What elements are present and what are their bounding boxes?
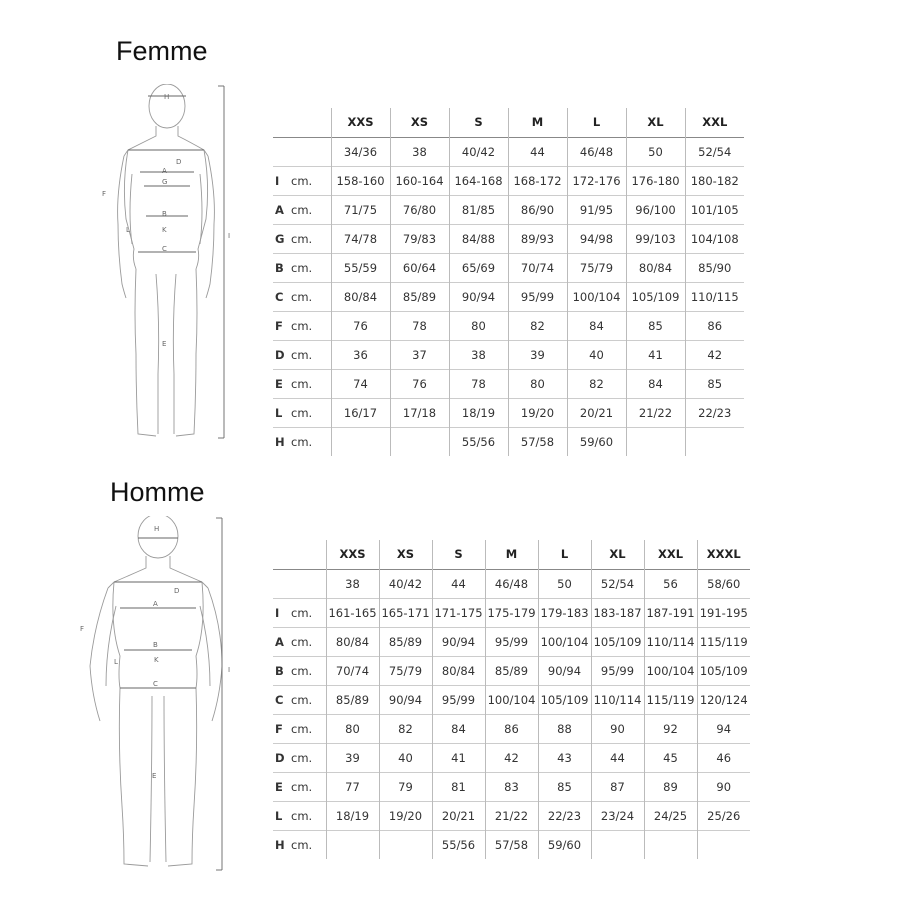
table-cell: 81/85	[449, 195, 508, 224]
table-cell: 21/22	[626, 398, 685, 427]
table-cell: 76	[390, 369, 449, 398]
table-cell: 110/114	[591, 685, 644, 714]
table-cell: 179-183	[538, 598, 591, 627]
table-cell: 84	[567, 311, 626, 340]
table-cell: 85/89	[390, 282, 449, 311]
table-cell: 90/94	[432, 627, 485, 656]
table-cell: 105/109	[626, 282, 685, 311]
table-cell: 83	[485, 772, 538, 801]
table-cell: 95/99	[508, 282, 567, 311]
femme-figure-label-d: D	[176, 158, 182, 166]
table-cell: 55/56	[449, 427, 508, 456]
table-cell: 105/109	[591, 627, 644, 656]
femme-row-c	[273, 282, 744, 311]
table-cell: 86/90	[508, 195, 567, 224]
row-label: L	[273, 398, 291, 427]
table-cell: 92	[644, 714, 697, 743]
femme-size-header: XXS	[331, 108, 390, 137]
table-cell: 40	[379, 743, 432, 772]
table-cell: 120/124	[697, 685, 750, 714]
homme-size-header: S	[432, 540, 485, 569]
femme-row-g	[273, 224, 744, 253]
table-cell: 90	[591, 714, 644, 743]
homme-row-i	[273, 598, 750, 627]
femme-figure-label-g: G	[162, 178, 168, 186]
row-unit: cm.	[291, 714, 326, 743]
table-cell: 38	[449, 340, 508, 369]
row-unit: cm.	[291, 398, 331, 427]
femme-size-header: M	[508, 108, 567, 137]
femme-eu-size: 38	[390, 137, 449, 166]
table-cell: 90/94	[379, 685, 432, 714]
table-cell: 85	[685, 369, 744, 398]
table-cell	[685, 427, 744, 456]
homme-eu-size: 38	[326, 569, 379, 598]
table-cell: 79	[379, 772, 432, 801]
table-cell	[326, 830, 379, 859]
table-cell: 59/60	[567, 427, 626, 456]
table-cell: 71/75	[331, 195, 390, 224]
table-cell: 161-165	[326, 598, 379, 627]
row-label: D	[273, 340, 291, 369]
table-cell: 172-176	[567, 166, 626, 195]
row-label: A	[273, 627, 291, 656]
femme-row-b	[273, 253, 744, 282]
femme-size-header: XXL	[685, 108, 744, 137]
femme-row-a	[273, 195, 744, 224]
table-cell: 70/74	[508, 253, 567, 282]
row-label: H	[273, 427, 291, 456]
table-cell: 164-168	[449, 166, 508, 195]
table-cell	[331, 427, 390, 456]
table-cell: 84	[432, 714, 485, 743]
femme-eu-size: 50	[626, 137, 685, 166]
table-cell	[379, 830, 432, 859]
table-cell: 42	[485, 743, 538, 772]
row-label: D	[273, 743, 291, 772]
table-cell: 39	[508, 340, 567, 369]
row-label: E	[273, 772, 291, 801]
table-cell: 110/114	[644, 627, 697, 656]
table-cell: 80	[508, 369, 567, 398]
homme-figure-label-c: C	[153, 680, 158, 688]
homme-row-d	[273, 743, 750, 772]
table-cell: 90/94	[449, 282, 508, 311]
table-cell: 65/69	[449, 253, 508, 282]
table-cell: 87	[591, 772, 644, 801]
table-cell: 41	[432, 743, 485, 772]
homme-row-b	[273, 656, 750, 685]
row-unit: cm.	[291, 830, 326, 859]
table-cell: 101/105	[685, 195, 744, 224]
table-cell: 110/115	[685, 282, 744, 311]
femme-size-header: XS	[390, 108, 449, 137]
table-cell: 115/119	[644, 685, 697, 714]
row-unit: cm.	[291, 656, 326, 685]
homme-figure-label-e: E	[152, 772, 157, 780]
femme-figure-label-h: H	[164, 93, 170, 101]
table-cell: 75/79	[567, 253, 626, 282]
table-cell: 44	[591, 743, 644, 772]
table-cell: 89/93	[508, 224, 567, 253]
femme-figure-label-f: F	[102, 190, 107, 198]
homme-eu-size: 52/54	[591, 569, 644, 598]
row-label: G	[273, 224, 291, 253]
table-cell: 60/64	[390, 253, 449, 282]
homme-figure-label-h: H	[154, 525, 160, 533]
table-cell: 191-195	[697, 598, 750, 627]
row-unit: cm.	[291, 685, 326, 714]
table-cell: 100/104	[567, 282, 626, 311]
table-cell	[390, 427, 449, 456]
homme-eu-size: 58/60	[697, 569, 750, 598]
femme-eu-size-row	[273, 137, 744, 166]
table-cell: 74	[331, 369, 390, 398]
homme-row-l	[273, 801, 750, 830]
homme-body-outline	[76, 516, 236, 876]
femme-eu-size: 44	[508, 137, 567, 166]
table-cell: 78	[449, 369, 508, 398]
table-cell: 100/104	[538, 627, 591, 656]
homme-size-header: XXS	[326, 540, 379, 569]
row-label: F	[273, 714, 291, 743]
femme-figure-label-b: B	[162, 210, 167, 218]
table-cell: 95/99	[485, 627, 538, 656]
table-cell: 25/26	[697, 801, 750, 830]
table-cell: 180-182	[685, 166, 744, 195]
homme-row-e	[273, 772, 750, 801]
femme-size-header: XL	[626, 108, 685, 137]
table-cell: 22/23	[685, 398, 744, 427]
table-cell: 79/83	[390, 224, 449, 253]
table-cell: 74/78	[331, 224, 390, 253]
femme-figure-label-c: C	[162, 245, 167, 253]
femme-figure-label-k: K	[162, 226, 167, 234]
homme-size-header: XXXL	[697, 540, 750, 569]
table-cell: 57/58	[508, 427, 567, 456]
table-cell: 42	[685, 340, 744, 369]
table-cell: 99/103	[626, 224, 685, 253]
table-cell: 105/109	[538, 685, 591, 714]
table-cell: 85/89	[379, 627, 432, 656]
homme-row-h	[273, 830, 750, 859]
table-cell: 43	[538, 743, 591, 772]
table-cell: 19/20	[379, 801, 432, 830]
homme-figure-label-i: I	[228, 666, 231, 674]
homme-eu-size: 40/42	[379, 569, 432, 598]
row-unit: cm.	[291, 598, 326, 627]
row-label: B	[273, 656, 291, 685]
row-unit: cm.	[291, 195, 331, 224]
femme-eu-size: 46/48	[567, 137, 626, 166]
table-cell: 90	[697, 772, 750, 801]
homme-size-table	[273, 540, 750, 859]
homme-row-a	[273, 627, 750, 656]
row-unit: cm.	[291, 369, 331, 398]
table-cell: 183-187	[591, 598, 644, 627]
femme-size-header-row	[273, 108, 744, 137]
table-cell: 57/58	[485, 830, 538, 859]
table-cell: 78	[390, 311, 449, 340]
table-cell: 16/17	[331, 398, 390, 427]
table-cell: 82	[379, 714, 432, 743]
table-cell: 55/56	[432, 830, 485, 859]
row-unit: cm.	[291, 166, 331, 195]
table-cell: 94	[697, 714, 750, 743]
row-label: I	[273, 166, 291, 195]
table-cell: 75/79	[379, 656, 432, 685]
table-cell: 89	[644, 772, 697, 801]
row-label: I	[273, 598, 291, 627]
homme-body-figure	[76, 516, 236, 876]
row-unit: cm.	[291, 311, 331, 340]
femme-figure-label-a: A	[162, 167, 167, 175]
table-cell: 88	[538, 714, 591, 743]
table-cell: 70/74	[326, 656, 379, 685]
table-cell: 80/84	[626, 253, 685, 282]
table-cell: 94/98	[567, 224, 626, 253]
femme-size-header: S	[449, 108, 508, 137]
table-cell: 160-164	[390, 166, 449, 195]
femme-figure-label-e: E	[162, 340, 167, 348]
row-unit: cm.	[291, 253, 331, 282]
table-cell: 76/80	[390, 195, 449, 224]
femme-eu-size: 34/36	[331, 137, 390, 166]
homme-size-header: XXL	[644, 540, 697, 569]
table-cell: 46	[697, 743, 750, 772]
table-cell: 115/119	[697, 627, 750, 656]
homme-figure-label-k: K	[154, 656, 159, 664]
homme-eu-size: 46/48	[485, 569, 538, 598]
table-cell: 85/89	[326, 685, 379, 714]
table-cell: 39	[326, 743, 379, 772]
homme-row-c	[273, 685, 750, 714]
table-cell: 85	[626, 311, 685, 340]
table-cell: 82	[567, 369, 626, 398]
homme-size-header: L	[538, 540, 591, 569]
table-cell: 171-175	[432, 598, 485, 627]
table-cell: 100/104	[485, 685, 538, 714]
table-cell: 80/84	[326, 627, 379, 656]
femme-row-i	[273, 166, 744, 195]
homme-figure-label-b: B	[153, 641, 158, 649]
femme-row-d	[273, 340, 744, 369]
row-label: E	[273, 369, 291, 398]
homme-title: Homme	[110, 477, 205, 507]
table-cell: 80	[449, 311, 508, 340]
femme-row-e	[273, 369, 744, 398]
row-label: H	[273, 830, 291, 859]
homme-row-f	[273, 714, 750, 743]
homme-figure-label-f: F	[80, 625, 85, 633]
homme-size-header: XS	[379, 540, 432, 569]
row-label: C	[273, 282, 291, 311]
row-label: F	[273, 311, 291, 340]
homme-figure-label-a: A	[153, 600, 158, 608]
table-cell: 100/104	[644, 656, 697, 685]
femme-body-outline	[96, 84, 246, 444]
homme-eu-size: 50	[538, 569, 591, 598]
row-unit: cm.	[291, 743, 326, 772]
table-cell: 36	[331, 340, 390, 369]
table-cell: 176-180	[626, 166, 685, 195]
table-cell: 76	[331, 311, 390, 340]
table-cell: 82	[508, 311, 567, 340]
table-cell: 90/94	[538, 656, 591, 685]
row-unit: cm.	[291, 801, 326, 830]
table-cell: 18/19	[449, 398, 508, 427]
table-cell: 17/18	[390, 398, 449, 427]
table-cell: 84/88	[449, 224, 508, 253]
femme-eu-size: 52/54	[685, 137, 744, 166]
row-unit: cm.	[291, 282, 331, 311]
table-cell: 85/89	[485, 656, 538, 685]
table-cell: 40	[567, 340, 626, 369]
row-label: C	[273, 685, 291, 714]
table-cell: 85/90	[685, 253, 744, 282]
table-cell	[644, 830, 697, 859]
homme-eu-size: 56	[644, 569, 697, 598]
table-cell: 175-179	[485, 598, 538, 627]
table-cell: 168-172	[508, 166, 567, 195]
table-cell: 84	[626, 369, 685, 398]
table-cell: 21/22	[485, 801, 538, 830]
table-cell: 187-191	[644, 598, 697, 627]
table-cell: 96/100	[626, 195, 685, 224]
table-cell	[697, 830, 750, 859]
row-unit: cm.	[291, 627, 326, 656]
table-cell: 95/99	[432, 685, 485, 714]
homme-eu-size: 44	[432, 569, 485, 598]
table-cell: 20/21	[567, 398, 626, 427]
table-cell: 22/23	[538, 801, 591, 830]
femme-size-table	[273, 108, 744, 456]
table-cell: 104/108	[685, 224, 744, 253]
femme-title: Femme	[116, 36, 208, 66]
table-cell: 86	[485, 714, 538, 743]
row-unit: cm.	[291, 427, 331, 456]
table-cell: 23/24	[591, 801, 644, 830]
table-cell: 86	[685, 311, 744, 340]
femme-size-header: L	[567, 108, 626, 137]
table-cell: 18/19	[326, 801, 379, 830]
table-cell: 45	[644, 743, 697, 772]
table-cell: 55/59	[331, 253, 390, 282]
row-unit: cm.	[291, 772, 326, 801]
homme-eu-size-row	[273, 569, 750, 598]
table-cell: 77	[326, 772, 379, 801]
homme-figure-label-l: L	[114, 658, 118, 666]
homme-size-header: XL	[591, 540, 644, 569]
table-cell: 80	[326, 714, 379, 743]
table-cell: 80/84	[331, 282, 390, 311]
table-cell: 41	[626, 340, 685, 369]
table-cell: 95/99	[591, 656, 644, 685]
table-cell: 158-160	[331, 166, 390, 195]
table-cell: 81	[432, 772, 485, 801]
femme-row-f	[273, 311, 744, 340]
table-cell: 80/84	[432, 656, 485, 685]
table-cell: 19/20	[508, 398, 567, 427]
table-cell: 91/95	[567, 195, 626, 224]
table-cell	[626, 427, 685, 456]
table-cell: 20/21	[432, 801, 485, 830]
femme-row-h	[273, 427, 744, 456]
femme-row-l	[273, 398, 744, 427]
row-label: A	[273, 195, 291, 224]
table-cell: 105/109	[697, 656, 750, 685]
table-cell: 59/60	[538, 830, 591, 859]
table-cell: 85	[538, 772, 591, 801]
row-unit: cm.	[291, 224, 331, 253]
homme-size-header: M	[485, 540, 538, 569]
table-cell: 165-171	[379, 598, 432, 627]
femme-figure-label-i: I	[228, 232, 231, 240]
homme-size-header-row	[273, 540, 750, 569]
row-label: L	[273, 801, 291, 830]
table-cell: 37	[390, 340, 449, 369]
femme-body-figure	[96, 84, 246, 444]
femme-eu-size: 40/42	[449, 137, 508, 166]
table-cell	[591, 830, 644, 859]
homme-figure-label-d: D	[174, 587, 180, 595]
row-unit: cm.	[291, 340, 331, 369]
table-cell: 24/25	[644, 801, 697, 830]
femme-figure-label-l: L	[126, 226, 130, 234]
row-label: B	[273, 253, 291, 282]
